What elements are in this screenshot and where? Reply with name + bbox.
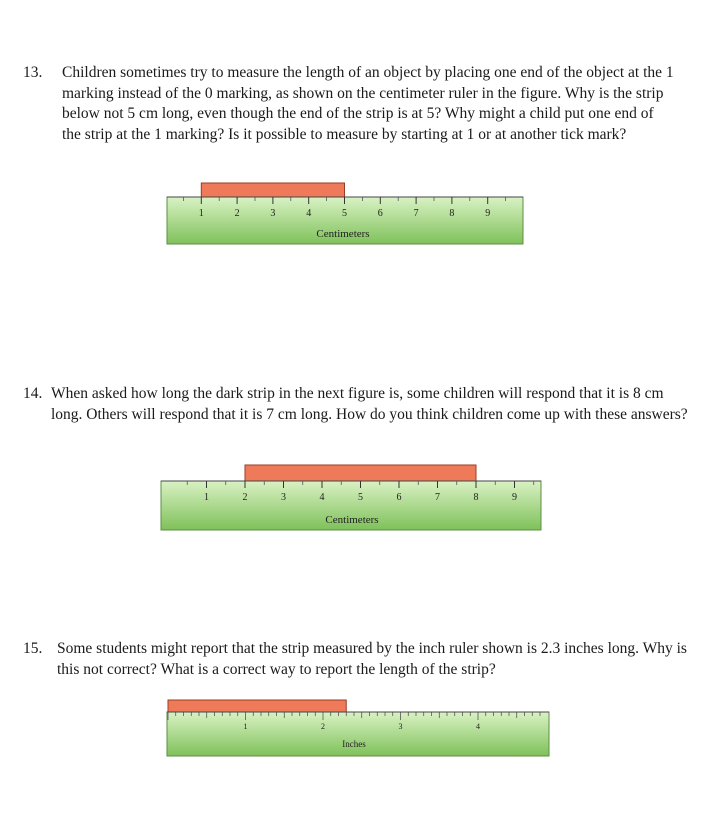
- ruler-figure-14: [160, 464, 542, 537]
- measured-strip: [245, 465, 476, 481]
- unit-label: Inches: [342, 739, 366, 749]
- problem-14-text: When asked how long the dark strip in the next figure is, some children will respond that it is 8 cm long. Others will respond that it is 7 cm long. How do you think children come up with these answers?: [51, 385, 688, 423]
- unit-label: Centimeters: [316, 228, 370, 240]
- tick-label: 1: [204, 492, 209, 503]
- tick-label: 9: [485, 208, 491, 219]
- tick-label: 2: [242, 492, 248, 503]
- ruler-figure-15: [166, 699, 550, 762]
- problem-13-number: 13.: [23, 64, 43, 81]
- problem-15-text: Some students might report that the strip measured by the inch ruler shown is 2.3 inches long. Why is this not correct? What is a correct way to report the length of the strip?: [57, 640, 687, 678]
- tick-label: 3: [398, 722, 403, 731]
- tick-label: 4: [319, 492, 325, 503]
- measured-strip: [201, 183, 344, 197]
- tick-label: 1: [243, 722, 248, 731]
- tick-label: 8: [449, 208, 455, 219]
- tick-label: 5: [342, 208, 347, 219]
- tick-label: 2: [234, 208, 240, 219]
- tick-label: 3: [270, 208, 276, 219]
- tick-label: 8: [473, 492, 479, 503]
- centimeter-ruler-14: [160, 464, 542, 532]
- ruler-body: [167, 712, 549, 756]
- tick-label: 7: [413, 208, 419, 219]
- tick-label: 7: [435, 492, 440, 503]
- tick-label: 6: [377, 208, 383, 219]
- tick-label: 1: [198, 208, 204, 219]
- tick-label: 2: [321, 722, 325, 731]
- centimeter-ruler-13: [166, 182, 524, 246]
- unit-label: Centimeters: [325, 514, 379, 526]
- ruler-figure-13: [166, 182, 524, 251]
- tick-label: 3: [281, 492, 286, 503]
- measured-strip: [168, 700, 346, 712]
- tick-label: 4: [476, 722, 480, 731]
- problem-15-number: 15.: [23, 640, 43, 657]
- problem-14-number: 14.: [23, 385, 43, 402]
- tick-label: 9: [512, 492, 517, 503]
- tick-label: 5: [358, 492, 363, 503]
- tick-label: 6: [396, 492, 402, 503]
- tick-label: 4: [306, 208, 312, 219]
- inch-ruler-15: [166, 699, 550, 757]
- problem-13-text: Children sometimes try to measure the length of an object by placing one end of the object at the 1 marking instead of the 0 marking, as shown on the centimeter ruler in the figure. Why is the strip below not 5 cm long, even though the end of the strip is at 5? Why might a child put one end of the strip at the 1 marking? Is it possible to measure by starting at 1 or at another tick mark?: [62, 64, 674, 143]
